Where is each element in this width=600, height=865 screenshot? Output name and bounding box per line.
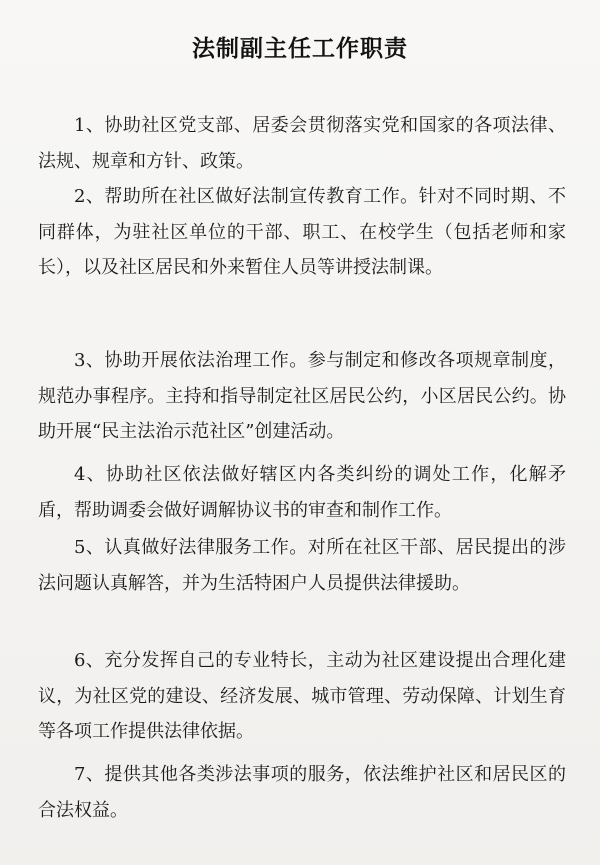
duty-paragraph-4: 4、协助社区依法做好辖区内各类纠纷的调处工作，化解矛盾，帮助调委会做好调解协议书的审查和制作工作。 xyxy=(38,464,566,521)
duty-paragraph-1: 1、协助社区党支部、居委会贯彻落实党和国家的各项法律、法规、规章和方针、政策。 xyxy=(38,115,566,172)
duty-paragraph-2: 2、帮助所在社区做好法制宣传教育工作。针对不同时期、不同群体，为驻社区单位的干部、职工、在校学生（包括老师和家长），以及社区居民和外来暂住人员等讲授法制课。 xyxy=(38,186,566,278)
duty-paragraph-5: 5、认真做好法律服务工作。对所在社区干部、居民提出的涉法问题认真解答，并为生活特困户人员提供法律援助。 xyxy=(38,537,566,594)
duty-paragraph-6: 6、充分发挥自己的专业特长，主动为社区建设提出合理化建议，为社区党的建设、经济发展、城市管理、劳动保障、计划生育等各项工作提供法律依据。 xyxy=(38,650,566,742)
duty-paragraph-7: 7、提供其他各类涉法事项的服务，依法维护社区和居民区的合法权益。 xyxy=(38,764,566,821)
document-title: 法制副主任工作职责 xyxy=(192,36,408,62)
duty-paragraph-3: 3、协助开展依法治理工作。参与制定和修改各项规章制度，规范办事程序。主持和指导制定社区居民公约，小区居民公约。协助开展“民主法治示范社区”创建活动。 xyxy=(38,350,566,442)
